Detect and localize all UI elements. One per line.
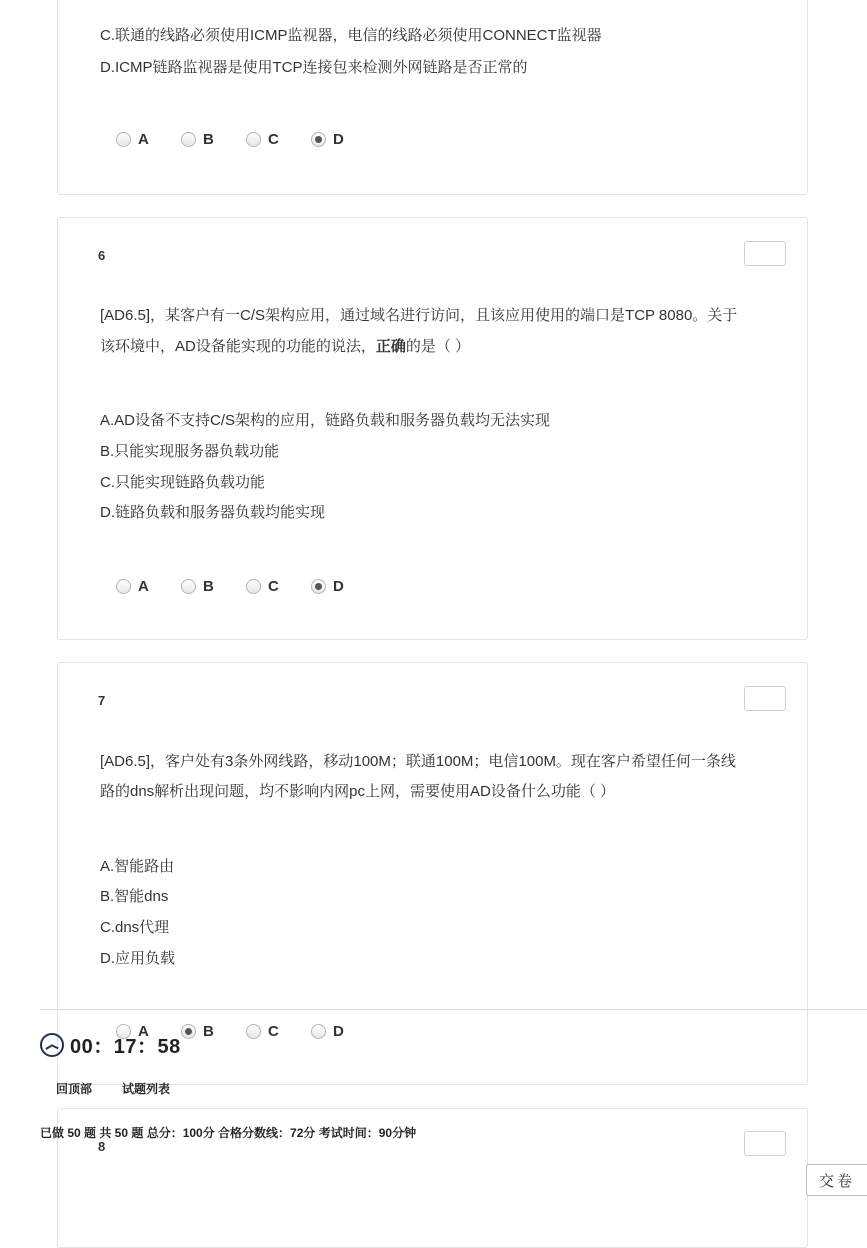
radio-b[interactable] (181, 132, 196, 147)
timer-text: 00：17：58 (70, 1036, 181, 1058)
radio-d[interactable] (311, 579, 326, 594)
submit-button[interactable]: 交卷 (806, 1164, 867, 1196)
clock-icon (40, 1033, 64, 1057)
option-b: B.智能dns (100, 888, 169, 905)
question-stem-line2: 该环境中，AD设备能实现的功能的说法，正确的是（ ） (100, 338, 471, 355)
question-list-link[interactable]: 试题列表 (122, 1082, 171, 1096)
mark-box[interactable] (744, 1131, 786, 1156)
radio-c[interactable] (246, 579, 261, 594)
option-c: C.只能实现链路负载功能 (100, 474, 266, 491)
answer-a[interactable]: A (116, 578, 181, 595)
question-stem-line2: 路的dns解析出现问题，均不影响内网pc上网，需要使用AD设备什么功能（ ） (100, 783, 616, 800)
radio-d[interactable] (311, 1024, 326, 1039)
radio-a[interactable] (116, 132, 131, 147)
answer-d[interactable]: D (311, 1023, 376, 1040)
question-card-5 (57, 0, 808, 195)
status-bar-divider (40, 1009, 867, 1010)
radio-c[interactable] (246, 1024, 261, 1039)
answer-b[interactable]: B (181, 1023, 246, 1040)
mark-box[interactable] (744, 241, 786, 266)
answer-group (116, 131, 376, 148)
question-number: 7 (98, 693, 106, 708)
option-c: C.dns代理 (100, 919, 170, 936)
countdown-timer (40, 1030, 181, 1059)
option-a: A.智能路由 (100, 858, 175, 875)
option-d: D.应用负载 (100, 950, 176, 967)
radio-d[interactable] (311, 132, 326, 147)
radio-a[interactable] (116, 579, 131, 594)
question-number: 8 (98, 1139, 106, 1154)
exam-summary: 已做 50 题 共 50 题 总分：100分 合格分数线：72分 考试时间：90分钟 (40, 1126, 417, 1140)
question-stem-line1: [AD6.5]，某客户有一C/S架构应用，通过域名进行访问，且该应用使用的端口是TCP 8080。关于 (100, 307, 738, 324)
radio-b[interactable] (181, 579, 196, 594)
option-b: B.只能实现服务器负载功能 (100, 443, 280, 460)
question-card-6 (57, 217, 808, 640)
answer-c[interactable]: C (246, 578, 311, 595)
mark-box[interactable] (744, 686, 786, 711)
emphasis-text: 正确 (375, 338, 406, 355)
radio-b[interactable] (181, 1024, 196, 1039)
answer-a[interactable]: A (116, 1023, 181, 1040)
question-number: 6 (98, 248, 106, 263)
answer-a[interactable]: A (116, 131, 181, 148)
answer-d[interactable]: D (311, 131, 376, 148)
answer-c[interactable]: C (246, 131, 311, 148)
answer-b[interactable]: B (181, 131, 246, 148)
question-stem-line1: [AD6.5]，客户处有3条外网线路，移动100M；联通100M；电信100M。现在客户希望任何一条线 (100, 753, 736, 770)
radio-c[interactable] (246, 132, 261, 147)
answer-d[interactable]: D (311, 578, 376, 595)
option-d: D.链路负载和服务器负载均能实现 (100, 504, 326, 521)
answer-c[interactable]: C (246, 1023, 311, 1040)
back-to-top-link[interactable]: 回顶部 (56, 1082, 93, 1096)
option-d: D.ICMP链路监视器是使用TCP连接包来检测外网链路是否正常的 (100, 59, 528, 76)
answer-group (116, 578, 376, 595)
answer-b[interactable]: B (181, 578, 246, 595)
option-a: A.AD设备不支持C/S架构的应用，链路负载和服务器负载均无法实现 (100, 412, 551, 429)
option-c: C.联通的线路必须使用ICMP监视器，电信的线路必须使用CONNECT监视器 (100, 27, 602, 44)
question-card-7 (57, 662, 808, 1085)
